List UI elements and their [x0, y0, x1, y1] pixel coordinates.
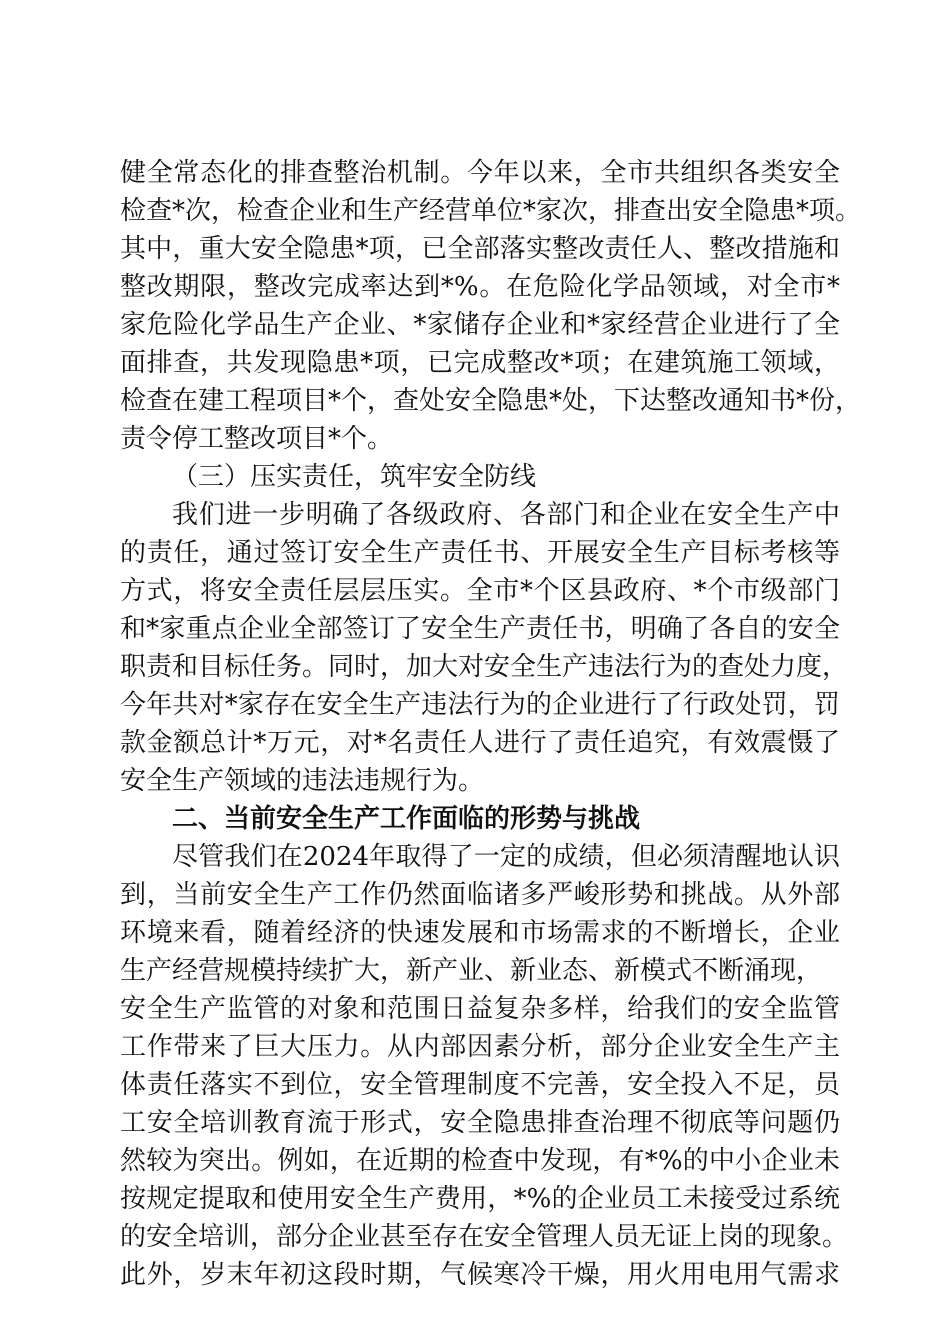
text-line: 的责任，通过签订安全生产责任书、开展安全生产目标考核等	[120, 538, 840, 568]
text-line: 体责任落实不到位，安全管理制度不完善，安全投入不足，员	[120, 1070, 840, 1100]
text-line: 环境来看，随着经济的快速发展和市场需求的不断增长，企业	[120, 918, 840, 948]
text-line: 面排查，共发现隐患*项，已完成整改*项；在建筑施工领域，	[120, 348, 840, 378]
text-line: 职责和目标任务。同时，加大对安全生产违法行为的查处力度，	[120, 652, 849, 682]
text-line: 安全生产领域的违法违规行为。	[120, 766, 485, 796]
section-subheading: （三）压实责任，筑牢安全防线	[172, 462, 537, 492]
text-line: 其中，重大安全隐患*项，已全部落实整改责任人、整改措施和	[120, 234, 840, 264]
text-line: 款金额总计*万元，对*名责任人进行了责任追究，有效震慑了	[120, 728, 840, 758]
text-line: 家危险化学品生产企业、*家储存企业和*家经营企业进行了全	[120, 310, 840, 340]
text-line: 检查在建工程项目*个，查处安全隐患*处，下达整改通知书*份，	[120, 386, 862, 416]
text-line: 责令停工整改项目*个。	[120, 424, 394, 454]
text-line: 和*家重点企业全部签订了安全生产责任书，明确了各自的安全	[120, 614, 840, 644]
text-line: 安全生产监管的对象和范围日益复杂多样，给我们的安全监管	[120, 994, 840, 1024]
paragraph-first-line: 尽管我们在2024年取得了一定的成绩，但必须清醒地认识	[172, 842, 840, 872]
text-line: 整改期限，整改完成率达到*%。在危险化学品领域，对全市*	[120, 272, 840, 302]
section-heading: 二、当前安全生产工作面临的形势与挑战	[172, 804, 641, 834]
text-line: 今年共对*家存在安全生产违法行为的企业进行了行政处罚，罚	[120, 690, 840, 720]
text-line: 工作带来了巨大压力。从内部因素分析，部分企业安全生产主	[120, 1032, 840, 1062]
paragraph-first-line: 我们进一步明确了各级政府、各部门和企业在安全生产中	[172, 500, 840, 530]
text-line: 工安全培训教育流于形式，安全隐患排查治理不彻底等问题仍	[120, 1108, 840, 1138]
text-line: 的安全培训，部分企业甚至存在安全管理人员无证上岗的现象。	[120, 1222, 849, 1252]
text-line: 然较为突出。例如，在近期的检查中发现，有*%的中小企业未	[120, 1146, 840, 1176]
text-line: 到，当前安全生产工作仍然面临诸多严峻形势和挑战。从外部	[120, 880, 840, 910]
text-line: 检查*次，检查企业和生产经营单位*家次，排查出安全隐患*项。	[120, 196, 862, 226]
text-line: 按规定提取和使用安全生产费用，*%的企业员工未接受过系统	[120, 1184, 840, 1214]
text-line: 生产经营规模持续扩大，新产业、新业态、新模式不断涌现，	[120, 956, 823, 986]
text-line: 方式，将安全责任层层压实。全市*个区县政府、*个市级部门	[120, 576, 840, 606]
text-line: 健全常态化的排查整治机制。今年以来，全市共组织各类安全	[120, 158, 840, 188]
text-line: 此外，岁末年初这段时期，气候寒冷干燥，用火用电用气需求	[120, 1260, 840, 1290]
